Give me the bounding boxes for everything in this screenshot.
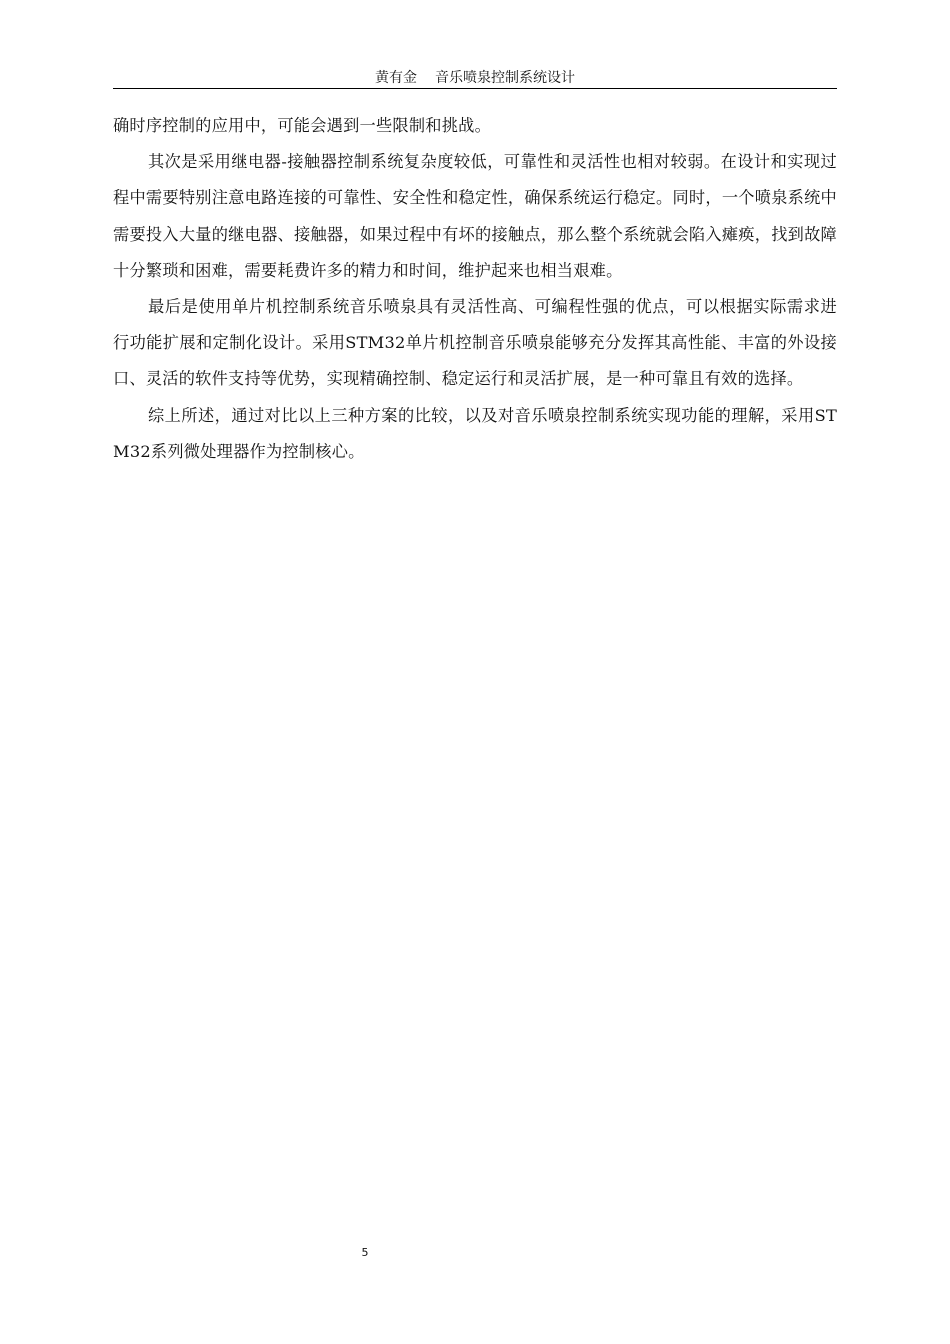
paragraph-relay-contactor: 其次是采用继电器-接触器控制系统复杂度较低，可靠性和灵活性也相对较弱。在设计和实现过程中需要特别注意电路连接的可靠性、安全性和稳定性，确保系统运行稳定。同时，一个喷泉系统中需要投入大量的继电器、接触器，如果过程中有坏的接触点，那么整个系统就会陷入瘫痪，找到故障十分繁琐和困难，需要耗费许多的精力和时间，维护起来也相当艰难。 [113,152,837,280]
page-number: 5 [361,1246,369,1259]
paragraph-mcu-control: 最后是使用单片机控制系统音乐喷泉具有灵活性高、可编程性强的优点，可以根据实际需求进行功能扩展和定制化设计。采用STM32单片机控制音乐喷泉能够充分发挥其高性能、丰富的外设接口、灵活的软件支持等优势，实现精确控制、稳定运行和灵活扩展，是一种可靠且有效的选择。 [113,297,837,389]
header-author: 黄有金 [375,70,417,86]
body-text [113,108,837,470]
header-title: 音乐喷泉控制系统设计 [435,70,575,86]
running-header [113,68,837,89]
paragraph-conclusion: 综上所述，通过对比以上三种方案的比较，以及对音乐喷泉控制系统实现功能的理解，采用STM32系列微处理器作为控制核心。 [113,405,837,461]
paragraph-continuation: 确时序控制的应用中，可能会遇到一些限制和挑战。 [113,116,492,135]
